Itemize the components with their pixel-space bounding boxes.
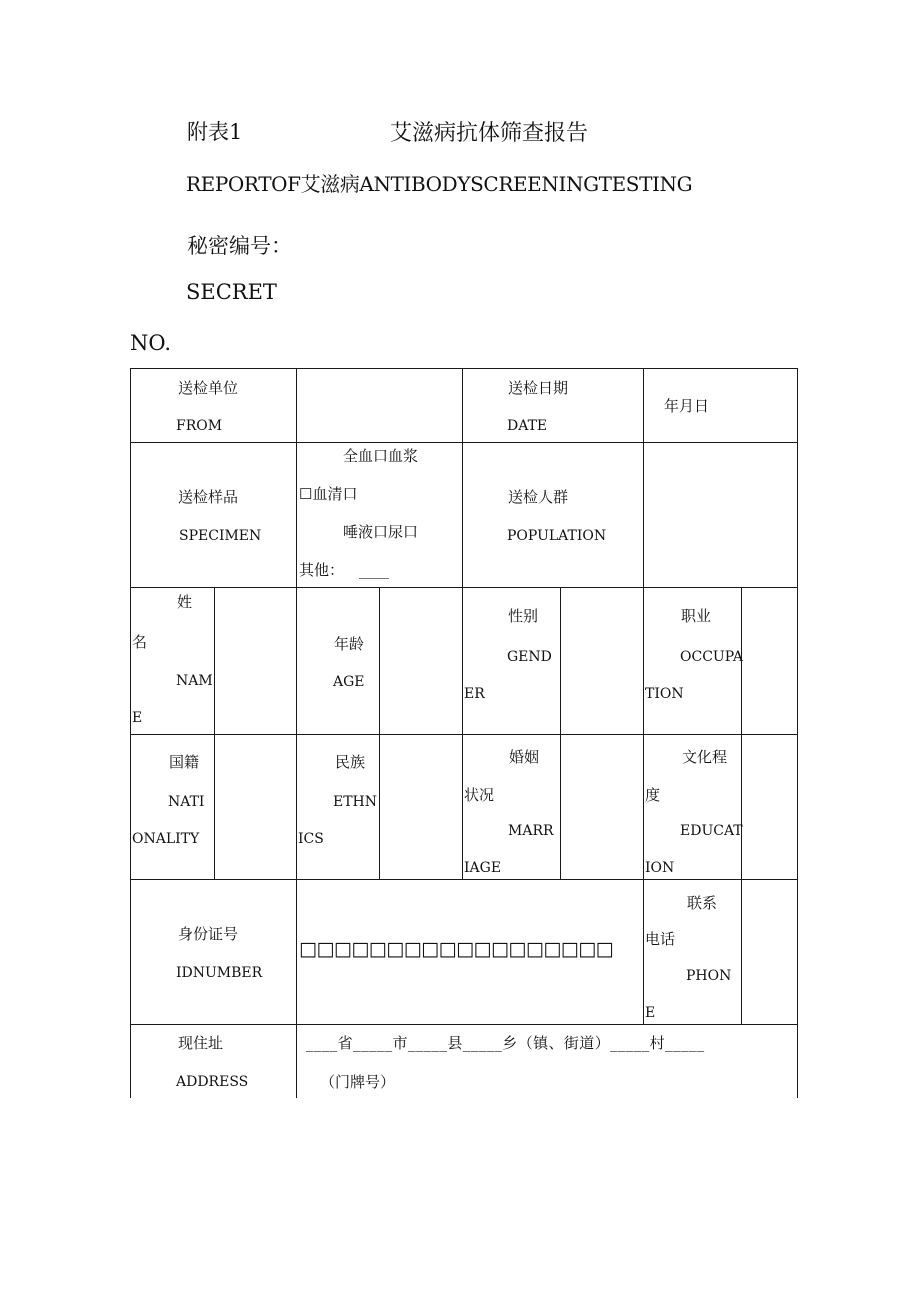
report-title-en: REPORTOF艾滋病ANTIBODYSCREENINGTESTING — [186, 172, 693, 196]
grid-line — [130, 1024, 798, 1025]
occupation-label-cn: 职业 — [681, 607, 712, 625]
nationality-label-en-1: NATI — [168, 794, 205, 810]
appendix-label: 附表1 — [187, 120, 243, 144]
grid-line — [643, 879, 644, 1024]
phone-label-en-1: PHON — [686, 968, 732, 984]
grid-line — [741, 879, 742, 1024]
education-label-cn-2: 度 — [645, 786, 661, 804]
from-label-cn: 送检单位 — [178, 379, 239, 397]
specimen-option-other: 其他： — [299, 561, 345, 579]
ethnicity-label-en-2: ICS — [298, 831, 324, 847]
grid-line — [379, 587, 380, 879]
address-line-1: ____省_____市_____县_____乡（镇、街道）_____村_____ — [306, 1034, 705, 1052]
date-label-en: DATE — [507, 418, 548, 434]
name-label-en-1: NAM — [176, 673, 213, 689]
grid-line — [797, 368, 798, 1098]
grid-line — [130, 734, 798, 735]
grid-line — [296, 368, 297, 587]
grid-line — [214, 587, 215, 879]
age-label-en: AGE — [333, 674, 365, 690]
marriage-label-cn-2: 状况 — [464, 786, 495, 804]
specimen-option-saliva-urine: 唾液口尿口 — [343, 523, 419, 541]
specimen-label-cn: 送检样品 — [178, 488, 239, 506]
grid-line — [130, 587, 798, 588]
population-label-cn: 送检人群 — [508, 488, 569, 506]
specimen-option-serum: ☐血清口 — [299, 485, 358, 503]
grid-line — [130, 442, 798, 443]
marriage-label-cn-1: 婚姻 — [509, 748, 540, 766]
phone-label-cn-2: 电话 — [645, 930, 676, 948]
report-title-cn: 艾滋病抗体筛查报告 — [390, 121, 589, 146]
grid-line — [130, 879, 798, 880]
education-label-cn-1: 文化程 — [682, 748, 728, 766]
id-number-label-cn: 身份证号 — [178, 925, 239, 943]
phone-label-en-2: E — [645, 1005, 656, 1021]
education-label-en-2: ION — [645, 860, 675, 876]
grid-line — [296, 587, 297, 879]
id-number-boxes[interactable]: □□□□□□□□□□□□□□□□□□ — [299, 938, 614, 960]
nationality-label-cn: 国籍 — [169, 753, 200, 771]
grid-line — [296, 879, 297, 1024]
from-label-en: FROM — [176, 418, 223, 434]
occupation-label-en-2: TION — [645, 686, 684, 702]
id-number-label-en: IDNUMBER — [176, 965, 263, 981]
name-label-cn-1: 姓 — [177, 593, 193, 611]
grid-line — [130, 368, 131, 1098]
gender-label-en-2: ER — [464, 686, 485, 702]
grid-line — [643, 368, 644, 587]
grid-line — [560, 587, 561, 879]
address-label-cn: 现住址 — [178, 1034, 224, 1052]
population-label-en: POPULATION — [507, 528, 607, 544]
specimen-label-en: SPECIMEN — [179, 528, 262, 544]
marriage-label-en-1: MARR — [508, 823, 554, 839]
education-label-en-1: EDUCAT — [680, 823, 743, 839]
grid-line — [643, 587, 644, 879]
nationality-label-en-2: ONALITY — [132, 831, 200, 847]
specimen-other-blank: ____ — [359, 561, 389, 579]
specimen-option-whole-blood: 全血口血浆 — [343, 447, 419, 465]
address-line-2: （门牌号） — [320, 1073, 396, 1091]
grid-line — [462, 368, 463, 587]
age-label-cn: 年龄 — [334, 635, 365, 653]
secret-number-label-cn: 秘密编号： — [187, 234, 292, 258]
number-label: NO. — [130, 331, 172, 355]
marriage-label-en-2: IAGE — [464, 860, 502, 876]
grid-line — [462, 587, 463, 879]
ethnicity-label-en-1: ETHN — [333, 794, 378, 810]
occupation-label-en-1: OCCUPA — [680, 649, 743, 665]
name-label-cn-2: 名 — [132, 633, 148, 651]
grid-line — [296, 1024, 297, 1098]
gender-label-en-1: GEND — [507, 649, 552, 665]
gender-label-cn: 性别 — [508, 607, 539, 625]
name-label-en-2: E — [132, 710, 143, 726]
secret-number-label-en: SECRET — [186, 280, 277, 304]
ethnicity-label-cn: 民族 — [335, 753, 366, 771]
phone-label-cn-1: 联系 — [687, 894, 718, 912]
date-label-cn: 送检日期 — [508, 379, 569, 397]
grid-line — [130, 368, 798, 369]
address-label-en: ADDRESS — [176, 1074, 249, 1090]
date-value: 年月日 — [664, 397, 710, 415]
